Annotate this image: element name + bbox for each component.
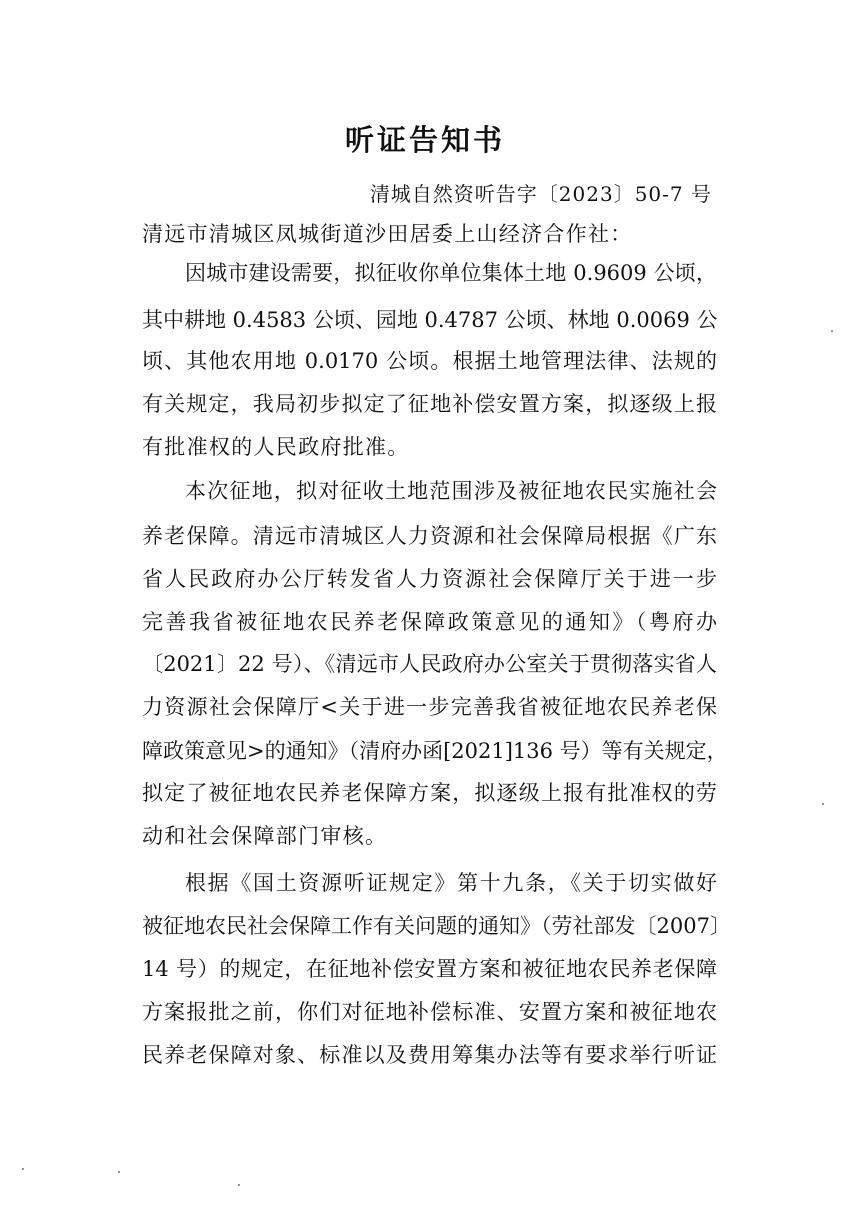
- paragraph-2-line: 拟定了被征地农民养老保障方案，拟逐级上报有批准权的劳: [142, 781, 717, 805]
- scan-speck: [118, 1171, 120, 1173]
- scan-speck: [22, 1168, 24, 1170]
- paragraph-2-line: 障政策意见>的通知》（清府办函[2021]136 号）等有关规定，: [142, 739, 728, 763]
- paragraph-1-line: 顷、其他农用地 0.0170 公顷。根据土地管理法律、法规的: [142, 349, 717, 373]
- document-number: 清城自然资听告字〔2023〕50-7 号: [369, 182, 712, 206]
- paragraph-1-line: 有批准权的人民政府批准。: [142, 435, 410, 459]
- paragraph-3-line: 14 号）的规定，在征地补偿安置方案和被征地农民养老保障: [142, 957, 717, 981]
- paragraph-1-line: 其中耕地 0.4583 公顷、园地 0.4787 公顷、林地 0.0069 公: [142, 308, 718, 332]
- paragraph-3-line: 被征地农民社会保障工作有关问题的通知》（劳社部发〔2007〕: [142, 914, 731, 938]
- paragraph-2-line: 养老保障。清远市清城区人力资源和社会保障局根据《广东: [142, 524, 717, 548]
- paragraph-2-line: 〔2021〕22 号）、《清远市人民政府办公室关于贯彻落实省人: [142, 652, 717, 676]
- paragraph-2-line: 完善我省被征地农民养老保障政策意见的通知》（粤府办: [142, 610, 717, 634]
- paragraph-2-line: 省人民政府办公厅转发省人力资源社会保障厅关于进一步: [142, 567, 717, 591]
- scan-speck: [831, 330, 833, 332]
- scan-speck: [822, 803, 824, 805]
- paragraph-1-line: 因城市建设需要，拟征收你单位集体土地 0.9609 公顷，: [185, 261, 717, 285]
- paragraph-3-line: 民养老保障对象、标准以及费用筹集办法等有要求举行听证: [142, 1043, 717, 1067]
- addressee: 清远市清城区凤城街道沙田居委上山经济合作社：: [142, 222, 633, 246]
- paragraph-3-line: 方案报批之前，你们对征地补偿标准、安置方案和被征地农: [142, 1000, 717, 1024]
- paragraph-2-line: 动和社会保障部门审核。: [142, 824, 388, 848]
- paragraph-3-line: 根据《国土资源听证规定》第十九条，《关于切实做好: [185, 871, 717, 895]
- paragraph-2-line: 本次征地，拟对征收土地范围涉及被征地农民实施社会: [185, 479, 717, 503]
- document-title: 听证告知书: [344, 123, 505, 157]
- paragraph-2-line: 力资源社会保障厅<关于进一步完善我省被征地农民养老保: [142, 695, 717, 719]
- paragraph-1-line: 有关规定，我局初步拟定了征地补偿安置方案，拟逐级上报: [142, 392, 717, 416]
- scan-speck: [238, 1184, 240, 1186]
